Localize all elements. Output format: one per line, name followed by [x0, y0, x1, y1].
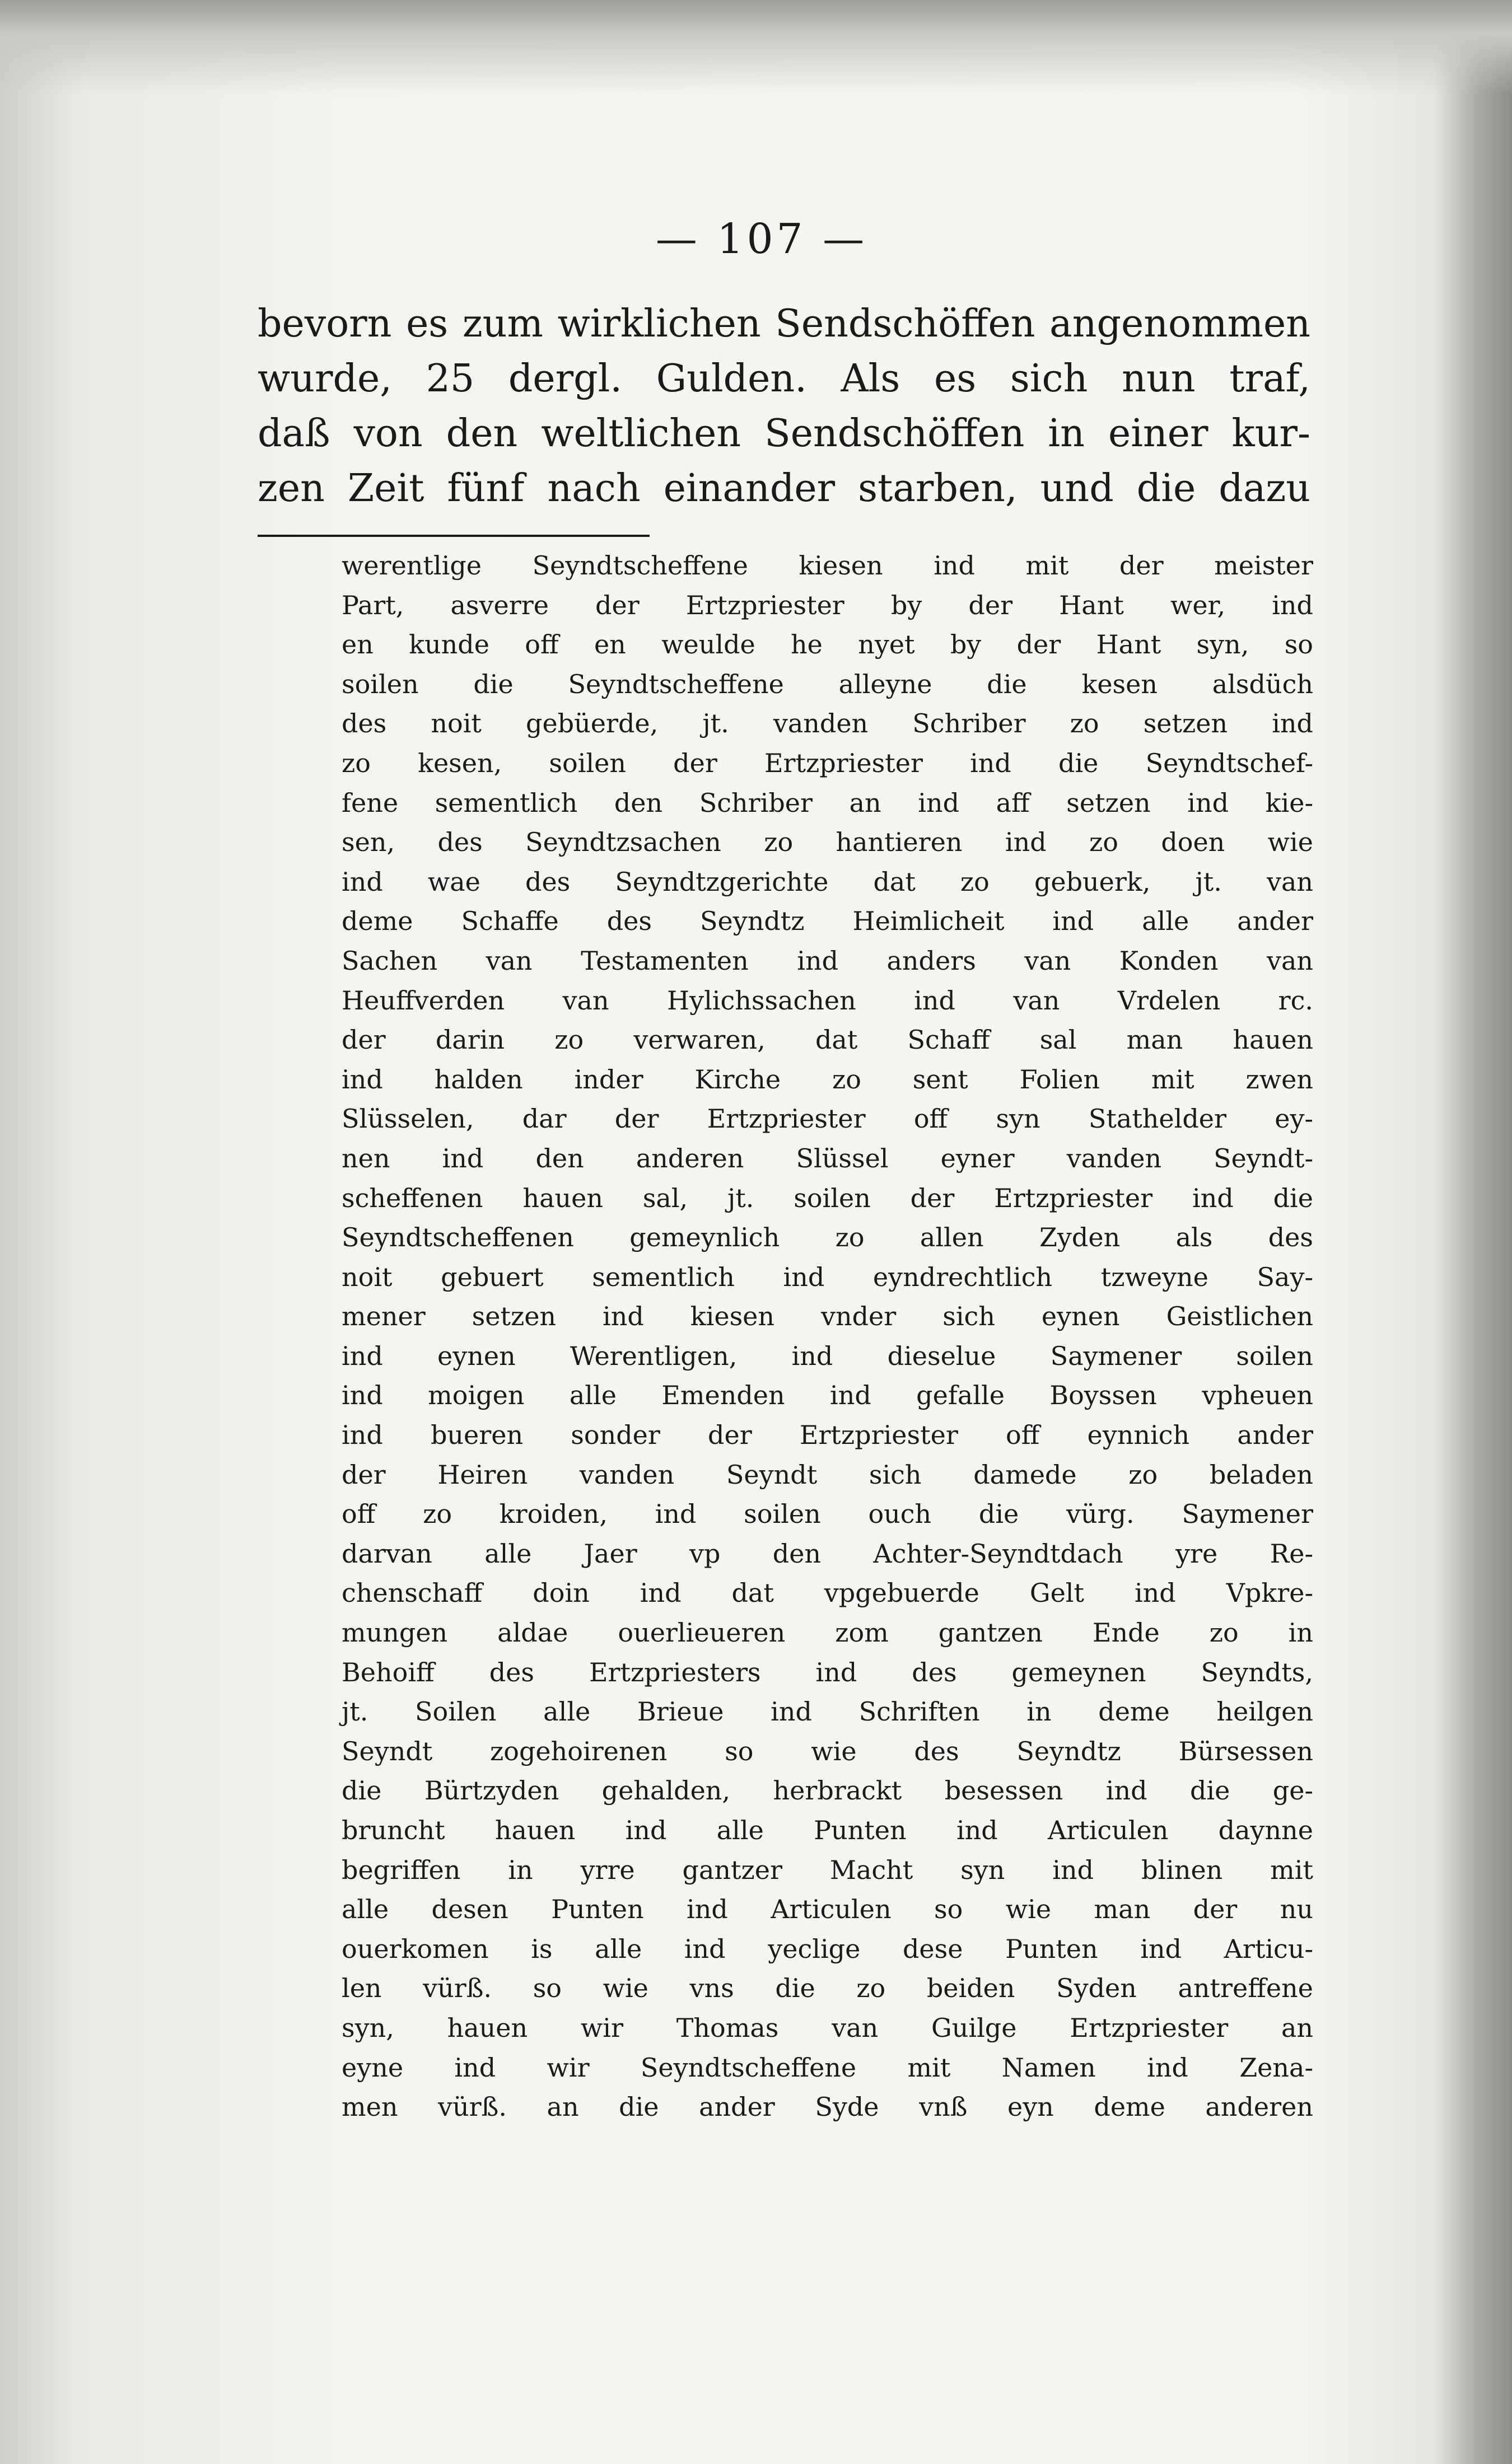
footnote-line: ind moigen alle Emenden ind gefalle Boyssen vpheuen — [342, 1380, 1313, 1411]
footnote-line: syn, hauen wir Thomas van Guilge Ertzpriester an — [342, 2012, 1313, 2043]
main-text-block — [258, 297, 1310, 516]
book-page — [67, 50, 1456, 2430]
footnote-line: die Bürtzyden gehalden, herbrackt besessen ind die ge- — [342, 1775, 1313, 1806]
footnote-line: Part, asverre der Ertzpriester by der Hant wer, ind — [342, 590, 1313, 620]
footnote-line: werentlige Seyndtscheffene kiesen ind mit der meister — [342, 550, 1313, 581]
footnote-line: Behoiff des Ertzpriesters ind des gemeynen Seyndts, — [342, 1657, 1313, 1687]
main-text-line: zen Zeit fünf nach einander starben, und die dazu — [258, 466, 1310, 511]
footnote-line: fene sementlich den Schriber an ind aff setzen ind kie- — [342, 787, 1313, 818]
footnote-line: len vürß. so wie vns die zo beiden Syden antreffene — [342, 1973, 1313, 2004]
footnote-line: nen ind den anderen Slüssel eyner vanden Seyndt- — [342, 1143, 1313, 1173]
footnote-line: Sachen van Testamenten ind anders van Konden van — [342, 945, 1313, 976]
footnote-line: der Heiren vanden Seyndt sich damede zo beladen — [342, 1459, 1313, 1490]
footnote-line: ind halden inder Kirche zo sent Folien mit zwen — [342, 1064, 1313, 1095]
footnote-line: Slüsselen, dar der Ertzpriester off syn Stathelder ey- — [342, 1104, 1313, 1134]
footnote-line: ouerkomen is alle ind yeclige dese Punten ind Articu- — [342, 1933, 1313, 1964]
footnote-line: ind wae des Seyndtzgerichte dat zo gebuerk, jt. van — [342, 866, 1313, 897]
footnote-line: Seyndt zogehoirenen so wie des Seyndtz Bürsessen — [342, 1736, 1313, 1766]
footnote-line: des noit gebüerde, jt. vanden Schriber zo setzen ind — [342, 708, 1313, 739]
footnote-line: eyne ind wir Seyndtscheffene mit Namen ind Zena- — [342, 2052, 1313, 2083]
footnote-line: off zo kroiden, ind soilen ouch die vürg. Saymener — [342, 1499, 1313, 1530]
main-text-line: daß von den weltlichen Sendschöffen in einer kur- — [258, 412, 1310, 456]
footnote-line: darvan alle Jaer vp den Achter-Seyndtdach yre Re- — [342, 1538, 1313, 1569]
footnote-line: en kunde off en weulde he nyet by der Hant syn, so — [342, 629, 1313, 660]
footnote-line: mener setzen ind kiesen vnder sich eynen Geistlichen — [342, 1301, 1313, 1332]
page-number: — 107 — — [655, 215, 868, 263]
footnote-line: alle desen Punten ind Articulen so wie man der nu — [342, 1894, 1313, 1925]
footnote-line: ind bueren sonder der Ertzpriester off eynnich ander — [342, 1420, 1313, 1451]
footnote-line: der darin zo verwaren, dat Schaff sal man hauen — [342, 1025, 1313, 1055]
footnote-line: sen, des Seyndtzsachen zo hantieren ind zo doen wie — [342, 827, 1313, 858]
footnote-line: deme Schaffe des Seyndtz Heimlicheit ind alle ander — [342, 906, 1313, 937]
footnote-line: scheffenen hauen sal, jt. soilen der Ertzpriester ind die — [342, 1182, 1313, 1213]
footnote-line: soilen die Seyndtscheffene alleyne die kesen alsdüch — [342, 668, 1313, 699]
footnote-line: jt. Soilen alle Brieue ind Schriften in deme heilgen — [342, 1696, 1313, 1727]
footnote-line: chenschaff doin ind dat vpgebuerde Gelt ind Vpkre- — [342, 1578, 1313, 1609]
footnote-line: ind eynen Werentligen, ind dieselue Saymener soilen — [342, 1340, 1313, 1371]
main-text-line: wurde, 25 dergl. Gulden. Als es sich nun traf, — [258, 357, 1310, 401]
footnote-line: begriffen in yrre gantzer Macht syn ind blinen mit — [342, 1854, 1313, 1885]
main-text-line: bevorn es zum wirklichen Sendschöffen angenommen — [258, 302, 1310, 346]
footnote-line: mungen aldae ouerlieueren zom gantzen Ende zo in — [342, 1617, 1313, 1648]
footnote-line: men vürß. an die ander Syde vnß eyn deme anderen — [342, 2092, 1313, 2122]
footnote-line: noit gebuert sementlich ind eyndrechtlich tzweyne Say- — [342, 1261, 1313, 1292]
footnote-line: zo kesen, soilen der Ertzpriester ind die Seyndtschef- — [342, 747, 1313, 778]
footnote-line: bruncht hauen ind alle Punten ind Articulen daynne — [342, 1815, 1313, 1845]
footnote-line: Heuffverden van Hylichssachen ind van Vrdelen rc. — [342, 985, 1313, 1016]
footnote-block — [342, 546, 1313, 2127]
footnote-line: Seyndtscheffenen gemeynlich zo allen Zyden als des — [342, 1222, 1313, 1253]
footnote-separator-rule — [258, 535, 650, 537]
